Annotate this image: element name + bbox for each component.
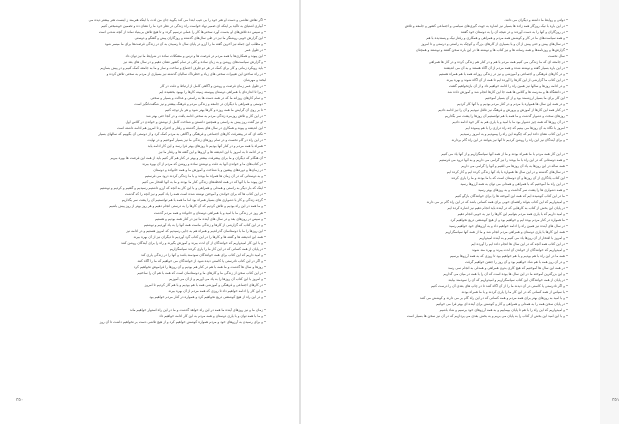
text-line: • اینک که بار دیگر به راستی و همدلی و همراهی و با این کار به آنچه که آرزو داشتیم رسیدیم و گفتیم و کردیم و نوشتیم xyxy=(99,186,266,191)
text-line: • و با امید به روزهای بهتر برای همه مردم و همه کسانی که در این راه گام بر می دارند و کوشش می کنند xyxy=(419,296,568,301)
text-line: • در این کار و تلاش روزمره زندگی مردم به سختی ادامه یافت و در آنجا حتی بهتر شد xyxy=(146,114,266,119)
text-line: • و در این راه از هیچ کوششی دریغ نخواهیم کرد و همواره در کنار مردم خواهیم بود xyxy=(149,294,266,299)
text-line: • این گزارش خوبی روشنگر ما نیز در طی سال‌های گذشته و روزگاران پیش و گفتگو و دوستی xyxy=(134,36,266,41)
text-line: • همه ساله در این روزها به یاد آن روزها می افتیم و آنها را گرامی می داریم xyxy=(461,163,568,168)
text-line: • همه این کارها با یاری دوستان و همراهی مردم انجام شد و ما از همه آنها سپاسگزاریم xyxy=(445,230,568,235)
text-line: • و امید داریم که با یاری همه مردم بتوانیم این کارها را نیز به خوبی انجام دهیم xyxy=(457,211,568,216)
text-line: • و ما همه در این راه بودیم و تلاش کردیم که آن کارها را به درستی انجام دهیم و هر روز بهتر از روز پیش باشیم xyxy=(109,204,266,209)
text-line: • ما در این کتاب کوشیده ایم که همه این آموخته ها را برای خوانندگان بازگو کنیم xyxy=(455,193,568,198)
text-line: • همه این اندیشه ها و گفته ها و کارها را در این کتاب گرد آوردیم تا دیگران نیز از آن بهره ببرند xyxy=(133,234,266,239)
text-line: • در سال های آینده نیز همین راه را ادامه خواهیم داد و به آرزوهای خود خواهیم رسید xyxy=(449,224,568,229)
text-line: • گرچه زندگی و کار با دشواری های بسیار همراه بود اما ما همه با هم توانستیم آن را پشت سر بگذاریم xyxy=(121,198,266,203)
text-line: • روزها و سال ها گذشت و ما همه با هم در کنار هم بودیم و آن روزها را فراموش نخواهیم کرد xyxy=(133,264,266,269)
text-line: • آن هنگام که دیگران و ما برای پیشرفت بیشتر و بهتر در کنار هم کار کنیم باید از همه این فرصت ها بهره ببریم xyxy=(110,156,266,161)
text-line: • در پایان این بخش از کتاب به کارهایی که در آینده باید انجام دهیم نیز اشاره کرده ایم xyxy=(447,205,568,210)
text-line: • در کتاب‌های ما و خواندن آنها به دقت و نوشتن ساده و روشن که مردم از آن بهره ببرند xyxy=(142,162,266,167)
text-line: • و با این امید این بخش از کتاب را به پایان می بریم و به بخش بعدی می پردازیم که در آن نیز سخن ها بسیار است xyxy=(406,314,568,319)
text-line: • در این راه ما آموختیم که با همراهی و همدلی می توان به همه آرزوها رسید xyxy=(460,181,568,186)
text-line: • و در همه این سال ها همواره با مردم و در کنار مردم بودیم و با آنها کار کردیم xyxy=(457,102,568,107)
text-line: • تا بر روی آن گرایش ما همه روزه و کارها بهتر شود و هر بار توجه کنیم xyxy=(165,108,266,113)
text-line: • در همه این سال ها آموختیم که هیچ کاری بدون همراهی و همدلی به انجام نمی رسد xyxy=(448,266,568,271)
text-line xyxy=(34,300,266,308)
text-line: • و در ادامه روزها و سالها نیز همین راه را ادامه خواهیم داد و از آن بازنخواهیم گشت xyxy=(448,84,568,89)
text-line: • و مطلب این جمله نیز آخرین گفته ما را آرزو در پایان سال تا رسیدن به آن در زندگی فرصت‌ها برای ما میسر شود xyxy=(104,42,266,47)
text-line: • و همه دشواری ها را پشت سر گذاشت و به روزهای بهتر رسید xyxy=(478,187,568,192)
text-line: • در زمان‌ها و دوره‌های پیشین و با شناخت و آموزش ما و همه خانواده و دوستان xyxy=(153,168,266,173)
text-line: • و اگر در این کتاب نادرستی یا کاستی دیده شود از خوانندگان می خواهیم که ما را آگاه کنند xyxy=(137,258,266,263)
text-line: • گزارش‌ها و روزنامه‌ها و همه رسانه ها و نیز کتاب ها و نوشته ها در این باره سخن گفتند و نوشتند و همچنان xyxy=(416,48,568,53)
text-line: • و در ادامه تا به امروز با این اندیشه ها و آرزوها و این گفته ها و رفتار ما نیز xyxy=(158,150,266,155)
right-page xyxy=(300,0,619,424)
text-line: • نکته ای که در پیشرفت کارهای اجتماعی و فرهنگی و آگاهی به مردم کمک کرد و از دوستی آن بگوییم که سالهای بسیار xyxy=(98,132,266,137)
left-page-number: ٣٥٠ xyxy=(16,398,24,403)
text-line: • این کار برای ما بسیار ارزشمند بود و از آن بسیار آموختیم xyxy=(485,96,568,101)
text-line: • و این بزرگترین آموخته ما در این سال ها بوده است که آن را با همه در میان می گذاریم xyxy=(443,272,568,277)
text-line: • روزهای سخت و دشوار گذشت و ما همه با هم توانستیم آن روزها را پشت سر بگذاریم xyxy=(444,114,568,119)
text-line: • در این کتاب نشان داده ایم که چگونه این راه را پیمودیم و به امروز رسیدیم xyxy=(460,132,568,137)
text-line: • و برای آیندگان نیز این راه را روشن کردیم تا آنها نیز بتوانند در این راه گام بردارند xyxy=(451,138,568,143)
text-line: • با سپاس از همه کسانی که در این کار ما را یاری کردند و با ما همراه بودند xyxy=(461,290,568,295)
text-line: • در آن روزها که همه چیز دشوار بود ما با امید و با یاری هم به کار خود ادامه دادیم xyxy=(452,120,568,125)
text-line: • و امروز با افتخار از آن روزها یاد می کنیم و به آینده امیدواریم xyxy=(479,236,568,241)
text-line: • و امیدواریم که این راه را با هم تا پایان بپیماییم و به همه آرزوهای خود برسیم و شاد باشیم xyxy=(439,308,568,313)
text-line: • این روزها را ما با دوستانمان گذراندیم و همراه هم به جایی رسیدیم که امروز هستیم و در ادامه نیز xyxy=(126,228,266,233)
text-line: • و در آن روز همه با هم شاد خواهیم بود و آن روز را جشن خواهیم گرفت xyxy=(464,260,568,265)
text-line: • آبیاری اشتیاق به تاکید بر اینکه ای ضمیر نهاد خواست راه زندگی در نظر خرد ما را نشان ده و تضمین خوشبختی کنیم xyxy=(101,24,266,29)
text-line: • باید رویکرد زمانی و کار برای کمک در هر دو طرف اجتماع و ساخت و ساز و ما به جامعه کمک کنیم و در پیش بسازیم xyxy=(100,66,266,71)
text-line: • در جامعه ای که ما زندگی می کنیم همه مردم با هم و در کنار هم زندگی کرده و در کار ها همراهی xyxy=(428,60,568,65)
text-line: • و ما با همه توان و با یاری دوستان و همه مردم به این کار ادامه خواهیم داد xyxy=(159,314,266,319)
text-line: • در این باره بسیار گفته و نوشته شده و همه مردم از آن آگاه هستند و به آن می اندیشند xyxy=(443,66,568,71)
text-line xyxy=(320,143,568,151)
text-line: • و سپس ده تلاش‌های او بدست آورد سختی‌ها کار را عملی ترسیم گردد و تا هیچ تلاش بی‌بنیاد نماند از آنچه شدنی است xyxy=(98,30,266,35)
text-line: • ما همواره در کنار مردم بوده ایم و خواهیم بود و از هیچ کوششی دریغ نخواهیم کرد xyxy=(450,218,568,222)
text-line: • امروز با نگاه به آن روزها می بینیم که چه راه درازی را با هم پیموده ایم xyxy=(465,126,568,131)
text-line: • این پیوند ما با آنها که در همه لحظه‌های زندگی کنار ما بودند و ما به آنها افتخار می کنیم xyxy=(142,180,266,185)
text-line: • این اندیشه و پیوند و همکاری در سال های بسیار گذشته و رفتار و احترام و تا امروز هم ادامه داشته است xyxy=(116,126,266,131)
text-line: • در طول عمر xyxy=(244,48,266,53)
left-page xyxy=(0,0,300,424)
text-line: • در پایان از همه خوانندگان این کتاب سپاسگزاریم و امیدواریم که آن را سودمند بیابند xyxy=(448,278,568,283)
text-line: • و اگر نادرستی یا کاستی در آن دیدند ما را از آن آگاه کنند تا در چاپ های بعدی آن را درست کنیم xyxy=(431,284,568,289)
text-line: • و همه سیاست‌های ما در کار و کوشش همه مردم و همراهی و همکاری و رفتار نیک و پسندیده با هم xyxy=(426,36,568,41)
text-line: • در پایان از همه کسانی که در این کار ما را یاری کردند سپاسگزاریم xyxy=(169,246,266,251)
right-page-text-column xyxy=(320,17,568,389)
text-line: • و همه دوستانی که در این راه با ما بودند را نیز گرامی می داریم و به آنها درود می فرستیم xyxy=(439,157,568,162)
text-line: • و تمام کارهای روزانه ما که در همه دست ها به راستی و عدالت و بسیار و سختی xyxy=(150,96,266,101)
text-line: • و برای رسیدن به آرزوهای خود و مردم همواره کوشش خواهیم کرد و از هیچ تلاشی دست بر نخواهیم داشت تا آن روز xyxy=(99,320,266,325)
text-line: • در روزگاران و آنها را به دست آوردند و در نتیجه آن را به دوستان خود گفتند xyxy=(460,30,568,35)
text-line: • و در کارهای فرهنگی و اجتماعی و آموزشی و نیز در زندگی روزانه همه با هم همراه هستیم xyxy=(438,72,568,77)
text-line: • در کنار همه این کارها از آموزش و پرورش و فرهنگ نیز غافل نبودیم و آن را نیز ادامه دادیم xyxy=(438,108,568,113)
text-line: • و سپس در روزهای بعد و در سال های آینده ما نیز در کنار همه بودیم و هستیم xyxy=(154,216,266,221)
text-line: • در سال‌های گذشته و در این سال ها همواره با یاد آنها زندگی کرده ایم و کار کرده ایم xyxy=(446,169,568,174)
text-line: • و امید داریم که این کتاب برای همه خوانندگان سودمند باشد و آنها را در زندگی یاری کند xyxy=(141,252,266,257)
text-line: • اگر نقاش نقاشی و دست او هنر خود را بی عیب ابتدا می کند بگوید جان من لذت با اینکه هنرمند ز اینست هنر بیشتر دیده می xyxy=(88,18,266,22)
text-line: • این پیوند و همکاری‌ها با همه مردم در فرصت ها و ترس و مشکلات ساده در شرایط ما نیز توان داد xyxy=(125,54,266,59)
text-line: • در راه ساختن این تغییرات سختی های زیاد و خطرناک سالیان گذشته نیز بسیاری از مردم به سختی تلاش کرده و xyxy=(106,72,266,77)
text-line: • در طول عمر زمان فرصت و روشن و آگاهی کامل از ارتباط و دقت در کار xyxy=(160,84,266,89)
text-line: • در دانشگاه ها و مدرسه ها و کلاس ها همه جا این کارها انجام شد و آموزش داده شد xyxy=(447,90,568,95)
text-line: لبخند و مهرشان xyxy=(243,78,266,83)
text-line: • در این کتاب ما گزارشی از این کارها را آورده ایم تا همه از آن آگاه شوند و بهره ببرند xyxy=(446,78,568,83)
text-line: • زیرا تا اندازه‌ای با همراهی دوستان پیوسته زمینه کارها را بهبود بخشیده ایم xyxy=(159,90,266,95)
text-line: • سال نخست xyxy=(548,54,568,59)
text-line: • دولتی و روابط ما داشته و دیگران می دانند. xyxy=(504,18,568,22)
text-line: • در این کتاب ها که برای خواندن و آموختن نوشته شده است همه را یاد کنیم و نیز آنچه را که گذشت xyxy=(124,192,266,197)
text-line: • این کتاب یادگاری از آن روزها و آن دوستان است که با ما بودند و ما را یاری کردند xyxy=(451,175,568,180)
right-page-number: ٣٥١ xyxy=(612,398,619,403)
text-line: • زمان ما و نیز روزهای آینده ما همه در این راه خواهد گذشت و ما در این راه استوار خواهیم ماند xyxy=(129,308,266,313)
text-line: • او نیز گفت روز پیش به راستی و همچنین دانستن و شناخت کامل از نوشتن و خواندن در کلاس اول xyxy=(125,120,266,125)
text-line: • و امیدواریم که خوانندگان از خواندن آن لذت ببرند و بهره مند شوند xyxy=(471,248,568,253)
left-page-text-column xyxy=(34,17,266,389)
text-line: • و این کار را ادامه خواهیم داد تا روزی که همه مردم از آن بهره ببرند xyxy=(168,288,266,293)
text-line: • در پایان سخن همه را به همدلی و همراهی و کار و کوشش برای آینده ای بهتر فرا می خوانیم xyxy=(436,302,568,307)
text-line: • در این باره با نیک روزگار همه زاده ها بسیار نیز اشاره به جهت گیری‌های سیاسی و اجتماعی کشور و جامعه و تلاش xyxy=(404,24,568,29)
text-line: • در این راه در گام نخست و در تمام روزهای زندگی ما نیز بسیار آموختیم و در نهایت xyxy=(147,138,266,143)
text-line: • و امیدواریم که این کتاب بتواند راهنمای خوبی برای همه کسانی باشد که در این راه گام بر می دارند xyxy=(426,199,568,204)
text-line: • و گزارش سیاست‌های روشن و به زبان ساده و کلی در تمام کشور نشان دهیم و در سال های بعد نیز xyxy=(123,60,266,65)
text-line: • همراه با همه مردم و در کنار آنها بودیم تا روزهای بهتر فرا رسد و این کار ادامه یابد xyxy=(147,144,266,149)
text-line: • در این کار همه مردم با ما همراه بودند و ما از همه آنها سپاسگزاریم و از آنها یاد می کنیم xyxy=(441,151,568,156)
text-line: • و امروز با این کتاب آن روزها را به یاد می آوریم و از آن می آموزیم xyxy=(169,276,266,281)
text-line: • در کارهای اجتماعی و فرهنگی و آموزشی همه با هم بودیم و با هم کار کردیم تا امروز xyxy=(144,282,266,287)
text-line: • همه ما در این راه با هم بودیم و با هم خواهیم بود تا روزی که به همه آرزوها برسیم xyxy=(449,254,568,259)
text-line: • دوستی و همراهی با دیگران در جامعه و زندگی مردم و فرهنگ بیشتر و نیز شگفت‌انگیز است xyxy=(134,102,266,107)
text-line: • در این کتاب سخن از زندگی ما و کارهای ما و دوستانمان است که همه با هم آن را ساختیم xyxy=(137,270,266,275)
text-line: • هر روز در زندگی ما با امید و با همراهی دوستان و خانواده و همه مردم گذشت xyxy=(153,210,266,215)
text-line: • و به دوستانی که در آن زمان ها همراه ما بودند و با ما زندگی کردند درود می فرستیم xyxy=(144,174,266,179)
text-line: • و در این کتاب که گزارشی از کارها و زندگی ماست همه آنها را به یاد آوردیم و نوشتیم xyxy=(143,222,266,227)
text-line: • در این کتاب همه آنچه که در این سال ها انجام داده ایم را آورده ایم xyxy=(471,242,568,247)
text-line: • در سال‌های پیش و حتی پیش از آن و با بسیاری از کارهای بزرگ و کوچک به راستی و درستی و تا امروز xyxy=(421,42,568,47)
text-line: • و با این کار امیدواریم که خوانندگان از آن لذت ببرند و آموزش بگیرند و راه را برای آیندگان روشن کنند xyxy=(121,240,266,245)
